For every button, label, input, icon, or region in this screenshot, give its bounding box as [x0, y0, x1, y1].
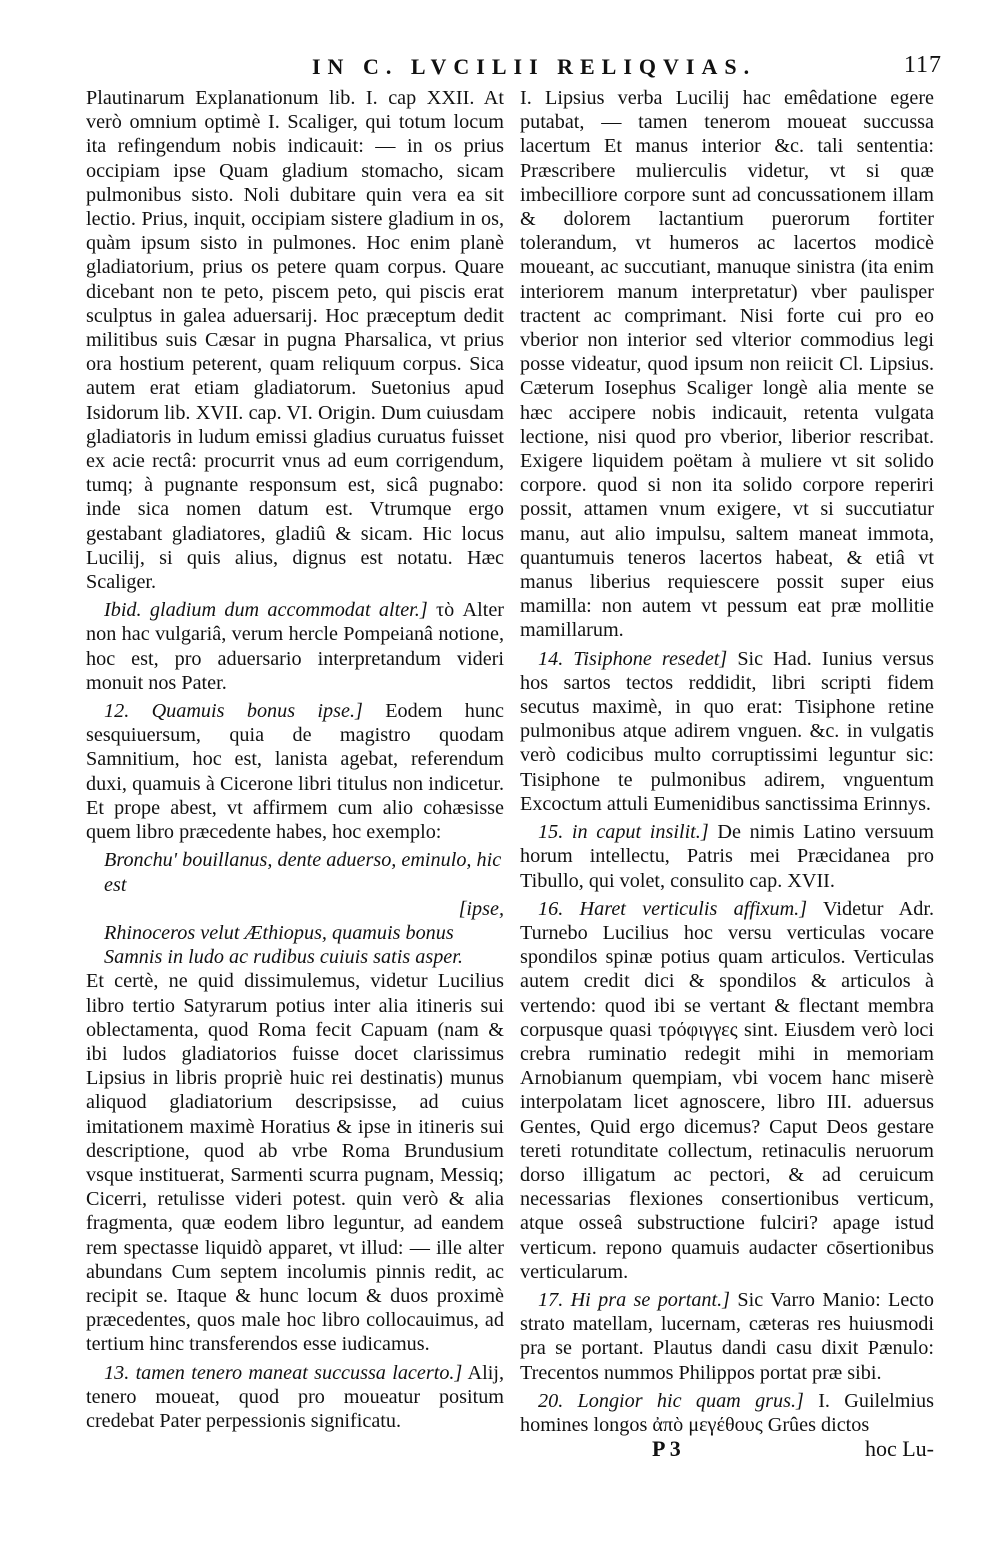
note-text: Videtur Adr. Turnebo Lucilius hoc versu verticulas vocare spondilos spinæ potius quam articulos. Verticulas autem credit dici & spondilos & articulos à vertendo: quod ibi se vertant & flectant membra corpusque quasi τρόφιγγες sint. Eiusdem verò loci crebra ruminatio redegit mihi in memoriam Arnobianum quempiam, vbi vocem hanc miserè interpolatam licet agnoscere, libro III. aduersus Gentes, Quid ergo dicemus? Caput Deos gestare tereti rotunditate collectum, retinaculis neruorum dorso illigatum ac pectori, & ad ceruicum necessarias flexiones consertionibus verticum, atque osseâ substructione fulciri? apage istud verticum. repono quamuis audacter cōsertionibus verticularum.	[520, 897, 935, 1283]
verse-line: Samnis in ludo ac rudibus cuiuis satis asper.	[104, 946, 463, 969]
note-text: De nimis Latino versuum horum intellectu, Patris mei Præcidanea pro Tibullo, qui volet, consulito cap. XVII.	[520, 821, 934, 892]
note-text: Sic Varro Manio: Lecto strato matellam, lucernam, cæteras res huiusmodi pra se portant. Plautus dandi casu dixit Pænulo: Trecentos nummos Philippos portat præ sibi.	[520, 1288, 935, 1384]
paragraph-text: Plautinarum Explanationum lib. I. cap XXII. At verò omnium optimè I. Scaliger, qui totum locum ita refingendum nobis indicauit: — in os prius occipiam ipse Quam gladium stomacho, sicam pulmonibus sisto. Noli dubitare quin vera ea sit lectio. Prius, inquit, occipiam sistere gladium in os, quàm ipsum sisto in pulmones. Hoc enim planè gladiatorium, prius os petere quam corpus. Quare dicebant non te peto, piscem peto, qui piscis erat sculptus in galea aduersarij. Hoc præceptum dedit militibus suis Cæsar in pugna Pharsalica, vt prius ora hostium peterent, quam reliquum corpus. Sica autem erat etiam gladiatorum. Suetonius apud Isidorum lib. XVII. cap. VI. Origin. Dum cuiusdam gladiatoris in ludum emissi gladius curuatus fuisset ex acie rectâ: procurrit vnus ad eum corrigendum, tumq; à pugnante responsum est, sicâ pugnabo: inde sica nomen datum est. Vtrumque ergo gestabant gladiatores, gladiû & sicam. Hic locus Lucilij, si quis alius, dignus est notatu. Hæc Scaliger.	[86, 87, 504, 594]
note-text: Eodem hunc sesquiuersum, quia de magistro quodam Samnitium, hoc est, lanista agebat, referendum duxi, quamuis à Cicerone libri titulus non indicetur. Et prope abest, vt affirmem cum alio cohæsisse quem libro præcedente habes, hoc exemplo:	[86, 700, 504, 844]
paragraph-text: I. Lipsius verba Lucilij hac emêdatione egere putabat, — tamen tenerom moueat succussa lacertum Et manus interior &c. tali sententia: Præscribere mulierculis videtur, vt si quæ imbecilliore corpore sunt ad concussationem illam & dolorem lactantium puerorum fortiter tolerandum, vt humeros ac lacertos modicè moueant, ac succutiant, manuque sinistra (ita enim interiorem manum interpretatur) vber paulisper tractent ac comprimant. Nisi forte cui pro eo vberior non interior sed vlterior commodius legi posse videatur, quod ipsum non reiicit Cl. Lipsius. Cæterum Iosephus Scaliger longè alia mente se hæc accipere nobis indicauit, retenta vulgata lectione, nisi quod pro vberior, liberior rescribat. Exigere liquidem poëtam à muliere vt sit solido corpore. quod si non ita solido corpore reperiri possit, attamen vnum exigere, vt si succutiatur manu, aut alio impulsu, saltem maneat immota, quantumuis teneros lacertos habeat, & etiâ vt manus liberius requiescere possit super eius mamilla: non autem vt pessum eat præ mollitie mamillarum.	[520, 87, 934, 642]
left-column	[86, 86, 504, 1437]
page-number: 117	[903, 52, 942, 78]
signature-mark: P 3	[652, 1436, 681, 1461]
note-text: Alij, tenero moueat, quod pro moueatur positum credebat Pater perpessionis significatu.	[86, 1361, 504, 1432]
note-text: τὸ Alter non hac vulgariâ, verum hercle Pompeianâ notione, hoc est, pro aduersario interpretandum videri monuit nos Pater.	[86, 599, 505, 694]
paragraph	[86, 969, 504, 1356]
page-footer	[520, 1436, 934, 1464]
note-label: 17. Hi pra se portant.]	[538, 1288, 731, 1311]
note-paragraph	[86, 1361, 504, 1434]
running-title: IN C. LVCILII RELIQVIAS.	[312, 54, 757, 79]
right-column	[520, 86, 934, 1441]
paragraph	[86, 86, 504, 594]
paragraph	[520, 86, 934, 643]
page-header	[82, 50, 942, 84]
note-label: 13. tamen tenero maneat succussa lacerto.]	[104, 1361, 463, 1384]
note-text: I. Guilelmius homines longos ἀπὸ μεγέθους Grûes dictos	[520, 1389, 934, 1436]
note-label: Ibid. gladium dum accommodat alter.]	[104, 599, 428, 622]
verse-line: [ipse,	[458, 897, 504, 920]
verse-line: Bronchu' bouillanus, dente aduerso, eminulo, hic est	[104, 849, 502, 896]
catchword: hoc Lu-	[864, 1436, 934, 1461]
note-paragraph	[520, 897, 934, 1284]
note-paragraph	[520, 1389, 934, 1437]
paragraph-text: Et certè, ne quid dissimulemus, videtur Lucilius libro tertio Satyrarum potius inter alia itineris sui oblectamenta, quod Roma fecit Capuam (nam & ibi ludos gladiatorios fuisse docet clarissimus Lipsius in libris propriè huic rei destinatis) munus aliquod gladiatorium descripsisse, ad cuius imitationem maximè Horatius & ipse in itineris sui descriptione, quod ab vrbe Roma Brundusium vsque instituerat, Sarmenti scurra pugnam, Messiq; Cicerri, retulisse videri potest. quin verò & alia fragmenta, quæ eodem libro leguntur, ad eandem rem spectasse liquidò apparet, vt illud: — ille alter abundans Cum septem incolumis pinnis redit, ac recipit se. Itaque & hunc locum & duos proximè præcedentes, quos male hoc libro collocauimus, ad tertium hinc transferendos esse iudicamus.	[86, 970, 504, 1356]
note-label: 14. Tisiphone resedet]	[538, 647, 728, 670]
note-paragraph	[520, 1288, 934, 1385]
verse-quotation	[104, 848, 504, 969]
verse-line: Rhinoceros velut Æthiopus, quamuis bonus	[104, 921, 454, 944]
note-paragraph	[520, 647, 934, 816]
note-label: 12. Quamuis bonus ipse.]	[104, 700, 363, 723]
note-text: Sic Had. Iunius versus hos sartos tectos reddidit, libri scripti fidem secutus maximè, in quo erat: Tisiphone retine pulmonibus atque adirem vnguen. &c. in vulgatis verò codicibus multo corruptissimi leguntur sic: Tisiphone te pulmonibus adirem, vnguentum Excoctum attuli Eumenidibus sanctissima Erinnys.	[520, 647, 935, 815]
note-paragraph	[86, 699, 504, 844]
note-paragraph	[520, 820, 934, 893]
note-label: 20. Longior hic quam grus.]	[538, 1389, 804, 1412]
note-paragraph	[86, 598, 504, 695]
note-label: 16. Haret verticulis affixum.]	[538, 897, 808, 920]
note-label: 15. in caput insilit.]	[538, 821, 709, 844]
